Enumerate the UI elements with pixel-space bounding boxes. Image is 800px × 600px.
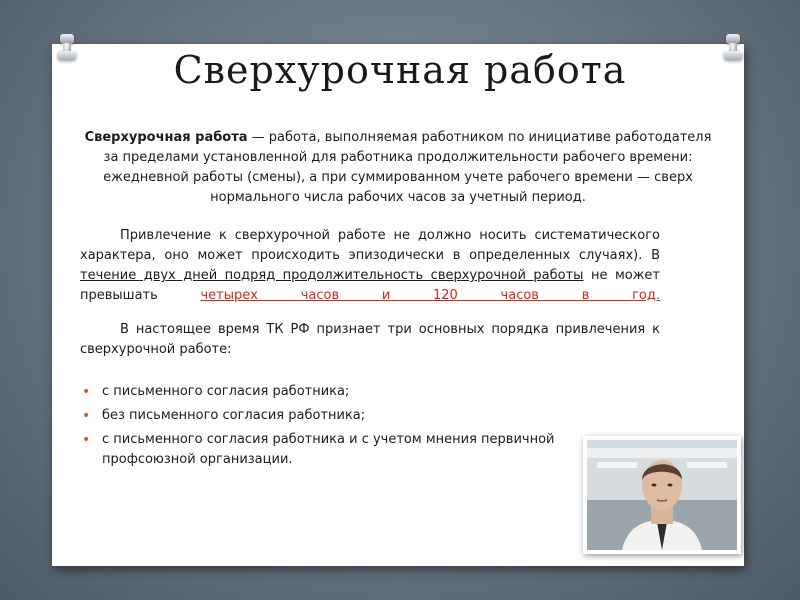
list-item: • с письменного согласия работника и с учетом мнения первичной профсоюзной организации. (82, 432, 555, 467)
underlined-phrase: течение двух дней подряд продолжительность сверхурочной работы (80, 268, 584, 283)
procedures-paragraph: В настоящее время ТК РФ признает три основных порядка привлечения к сверхурочной работе: (80, 322, 660, 357)
person-portrait-icon (587, 440, 737, 550)
bullet-icon: • (82, 408, 91, 424)
slide-title: Сверхурочная работа (173, 48, 627, 92)
list-item: • без письменного согласия работника; (82, 408, 366, 424)
list-item: • с письменного согласия работника; (82, 384, 350, 400)
definition-term: Сверхурочная работа (84, 130, 248, 145)
bullet-icon: • (82, 384, 91, 400)
procedures-list (80, 382, 580, 474)
bullet-icon: • (82, 432, 91, 448)
highlight-four: четырех (200, 288, 258, 303)
limits-paragraph: Привлечение к сверхурочной работе не должно носить систематического характера, оно может происходить эпизодически в определенных случаях). В течение двух дней подряд продолжительность сверхурочной работы не может превышать четырех часов и 120 часов в год. (80, 228, 661, 303)
definition-text: — работа, выполняемая работником по инициативе работодателя за пределами установленной для работника продолжительности рабочего времени: ежедневной работы (смены), а при суммированном учете рабочего времени — сверх нормального числа рабочих часов за учетный период. (103, 130, 712, 205)
definition-paragraph (78, 128, 718, 208)
highlight-120: 120 (390, 288, 458, 303)
worker-photo (583, 436, 741, 554)
